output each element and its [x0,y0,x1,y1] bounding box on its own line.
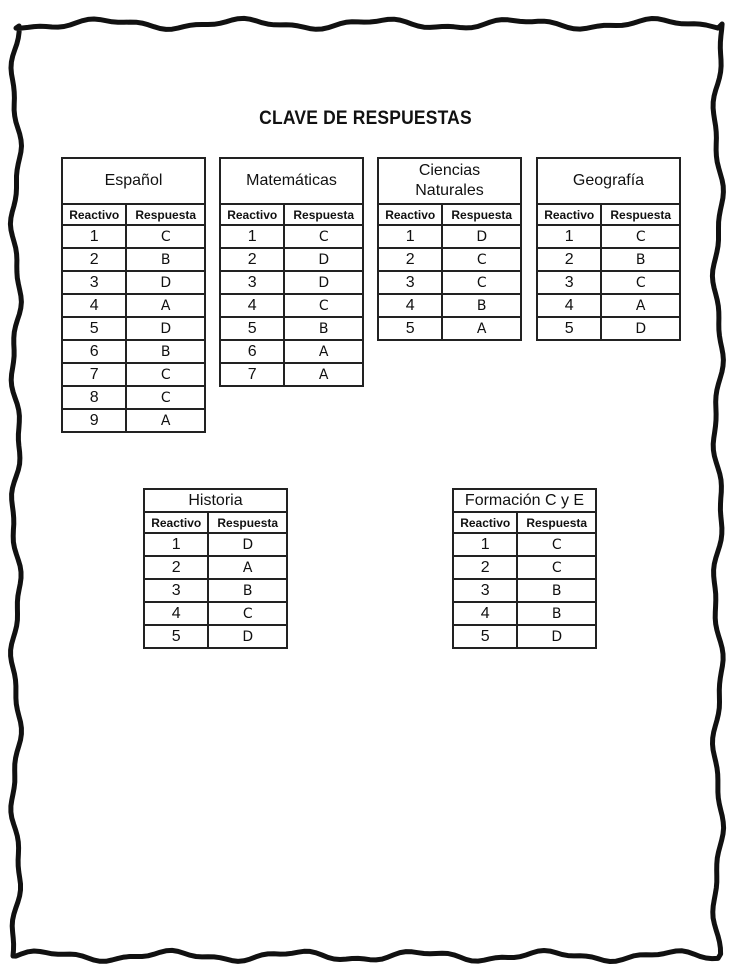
item-number: 9 [62,409,126,432]
table-row [453,602,596,625]
column-header-respuesta: Respuesta [208,512,287,533]
table-row [537,317,680,340]
answer-letter: B [126,248,205,271]
column-header-respuesta: Respuesta [517,512,596,533]
column-header-respuesta: Respuesta [284,204,363,225]
item-number: 4 [62,294,126,317]
answer-letter: B [517,579,596,602]
answer-letter: D [442,225,521,248]
answer-letter: A [601,294,680,317]
item-number: 4 [378,294,442,317]
answer-letter: C [517,556,596,579]
table-row [453,579,596,602]
table-row [537,271,680,294]
answer-letter: B [601,248,680,271]
answer-letter: D [208,625,287,648]
item-number: 5 [453,625,517,648]
answer-letter: B [126,340,205,363]
table-row [220,340,363,363]
table-row [453,625,596,648]
subject-header: Ciencias Naturales [378,158,521,204]
table-row [537,225,680,248]
column-header-reactivo: Reactivo [378,204,442,225]
answer-letter: C [517,533,596,556]
table-row [537,248,680,271]
table-row [453,533,596,556]
item-number: 3 [144,579,208,602]
answer-letter: A [284,340,363,363]
item-number: 2 [378,248,442,271]
answer-letter: A [126,294,205,317]
answer-letter: C [126,386,205,409]
item-number: 2 [220,248,284,271]
answer-letter: D [126,317,205,340]
answer-table [377,157,522,341]
table-row [62,409,205,432]
answer-letter: C [126,363,205,386]
item-number: 7 [62,363,126,386]
item-number: 3 [453,579,517,602]
table-row [220,294,363,317]
item-number: 7 [220,363,284,386]
item-number: 5 [144,625,208,648]
subject-header: Matemáticas [220,158,363,204]
item-number: 2 [537,248,601,271]
table-row [62,225,205,248]
table-row [453,556,596,579]
answer-letter: B [442,294,521,317]
answer-table [143,488,288,649]
answer-letter: A [442,317,521,340]
item-number: 1 [220,225,284,248]
answer-letter: C [601,271,680,294]
answer-letter: C [284,294,363,317]
table-row [62,317,205,340]
answer-letter: D [126,271,205,294]
table-row [220,271,363,294]
answer-letter: C [442,248,521,271]
item-number: 5 [62,317,126,340]
subject-header: Español [62,158,205,204]
table-row [62,271,205,294]
table-row [62,363,205,386]
table-row [62,294,205,317]
table-row [378,225,521,248]
column-header-reactivo: Reactivo [144,512,208,533]
item-number: 4 [537,294,601,317]
subject-header: Geografía [537,158,680,204]
subject-header: Formación C y E [453,489,596,512]
item-number: 1 [537,225,601,248]
answer-letter: D [284,271,363,294]
answer-letter: C [126,225,205,248]
table-row [144,602,287,625]
table-row [62,248,205,271]
table-row [378,294,521,317]
item-number: 4 [144,602,208,625]
answer-letter: A [208,556,287,579]
table-row [537,294,680,317]
item-number: 8 [62,386,126,409]
item-number: 5 [220,317,284,340]
answer-letter: B [517,602,596,625]
column-header-reactivo: Reactivo [220,204,284,225]
answer-letter: C [208,602,287,625]
table-row [144,533,287,556]
table-row [220,317,363,340]
answer-table [219,157,364,387]
answer-letter: D [284,248,363,271]
item-number: 1 [453,533,517,556]
table-row [220,248,363,271]
answer-letter: A [126,409,205,432]
item-number: 3 [62,271,126,294]
answer-table [61,157,206,433]
item-number: 2 [144,556,208,579]
table-row [144,625,287,648]
table-row [144,556,287,579]
answer-letter: C [442,271,521,294]
item-number: 5 [537,317,601,340]
item-number: 3 [378,271,442,294]
item-number: 1 [144,533,208,556]
table-row [378,271,521,294]
table-row [62,386,205,409]
table-row [62,340,205,363]
answer-letter: D [601,317,680,340]
subject-header: Historia [144,489,287,512]
answer-letter: B [284,317,363,340]
item-number: 4 [220,294,284,317]
answer-letter: D [208,533,287,556]
answer-letter: C [284,225,363,248]
answer-letter: C [601,225,680,248]
table-row [220,363,363,386]
column-header-reactivo: Reactivo [537,204,601,225]
answer-letter: A [284,363,363,386]
column-header-reactivo: Reactivo [62,204,126,225]
item-number: 5 [378,317,442,340]
item-number: 2 [453,556,517,579]
item-number: 3 [220,271,284,294]
column-header-respuesta: Respuesta [601,204,680,225]
table-row [378,317,521,340]
page-title: CLAVE DE RESPUESTAS [259,108,472,129]
answer-table [452,488,597,649]
column-header-reactivo: Reactivo [453,512,517,533]
item-number: 2 [62,248,126,271]
item-number: 1 [62,225,126,248]
answer-letter: B [208,579,287,602]
column-header-respuesta: Respuesta [126,204,205,225]
column-header-respuesta: Respuesta [442,204,521,225]
table-row [220,225,363,248]
answer-table [536,157,681,341]
item-number: 1 [378,225,442,248]
item-number: 3 [537,271,601,294]
table-row [378,248,521,271]
item-number: 6 [62,340,126,363]
item-number: 6 [220,340,284,363]
answer-letter: D [517,625,596,648]
table-row [144,579,287,602]
item-number: 4 [453,602,517,625]
